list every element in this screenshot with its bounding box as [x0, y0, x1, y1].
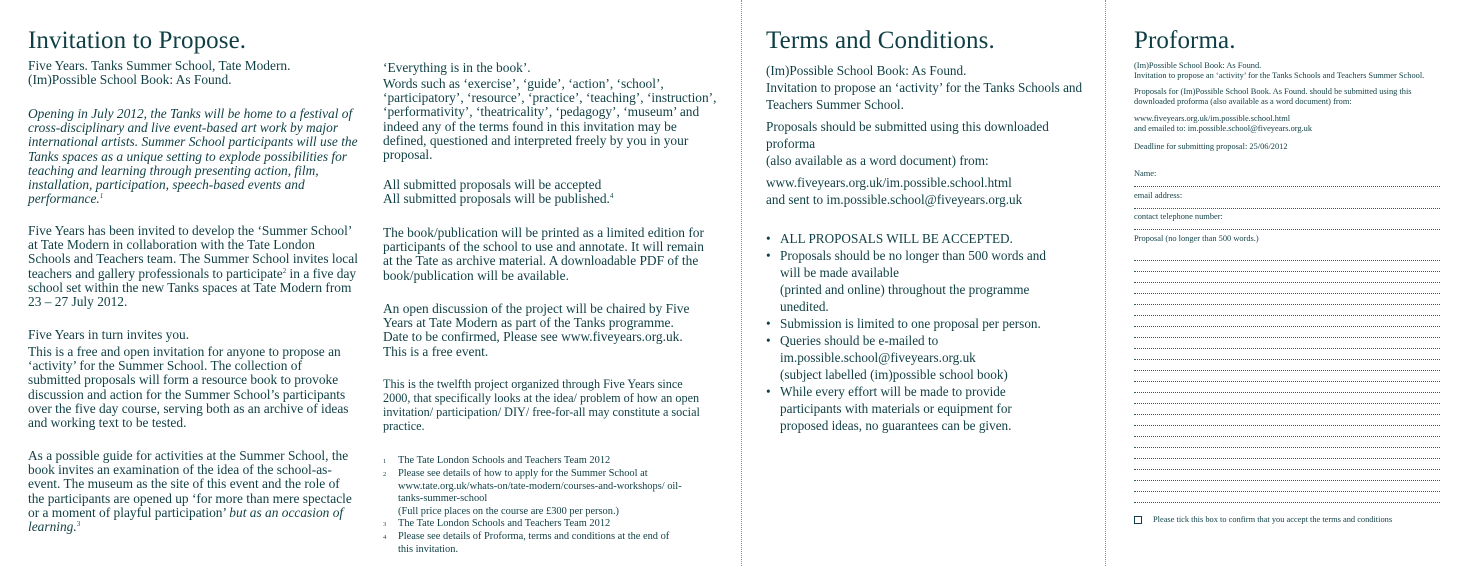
proforma-url-link[interactable]: www.fiveyears.org.uk/im.possible.school.html	[1134, 114, 1291, 123]
terms-email-line: and sent to im.possible.school@fiveyears.org.uk	[766, 192, 1023, 207]
confirm-checkbox[interactable]	[1134, 516, 1142, 524]
phone-label: contact telephone number:	[1134, 212, 1223, 221]
bullet-text: (subject labelled (im)possible school book)	[780, 367, 1008, 382]
bullet-text: (printed and online) throughout the programme unedited.	[780, 282, 1030, 314]
proposal-input-lines[interactable]	[1134, 250, 1440, 503]
intro-paragraph	[28, 107, 358, 206]
discussion-paragraph: An open discussion of the project will be chaired by Five Years at Tate Modern as part of the Tanks programme. Date to be confirmed, Please see www.fiveyears.org.uk. This is a free event.	[383, 301, 690, 359]
phone-input-line[interactable]	[1134, 229, 1440, 230]
book-paragraph: The book/publication will be printed as a limited edition for participants of the school to use and annotate. It will remain at the Tate as archive material. A downloadable PDF of the book/publication will be available.	[383, 225, 704, 283]
proposal-line[interactable]	[1134, 448, 1440, 459]
proposal-line[interactable]	[1134, 327, 1440, 338]
subtitle-line: Five Years. Tanks Summer School, Tate Modern.	[28, 58, 291, 73]
footnote-ref: 2	[282, 266, 287, 275]
invitation-subtitle	[28, 59, 358, 87]
email-label: email address:	[1134, 191, 1183, 200]
footnote-text: Please see details of Proforma, terms and conditions at the end of this invitation.	[398, 531, 670, 555]
proposal-line[interactable]	[1134, 481, 1440, 492]
terms-bullet	[766, 315, 1066, 332]
column-divider	[741, 0, 742, 566]
bullet-email-link[interactable]: im.possible.school@fiveyears.org.uk	[780, 350, 976, 365]
terms-title: Terms and Conditions.	[766, 27, 995, 54]
footnote-text: Please see details of how to apply for the Summer School at www.tate.org.uk/whats-on/tate-modern/courses-and-workshops/ oil-tanks-summer-school	[398, 468, 682, 505]
published-text: All submitted proposals will be published.	[383, 191, 610, 207]
proposal-line[interactable]	[1134, 404, 1440, 415]
footnotes	[383, 455, 693, 556]
email-field[interactable]	[1134, 191, 1440, 209]
intro-text: Opening in July 2012, the Tanks will be home to a festival of cross-disciplinary and live event-based art work by major international artists. Summer School participants will use the Tanks spaces as a unique setting to explode possibilities for teaching and learning through presenting action, film, installation, participation, speech-based events and performance.	[28, 106, 358, 207]
proposal-line[interactable]	[1134, 261, 1440, 272]
collaboration-text-end: in a five day school set within the new Tanks spaces at Tate Modern from 23 – 27 July 2012.	[28, 265, 357, 310]
proposal-line[interactable]	[1134, 316, 1440, 327]
invitation-title: Invitation to Propose.	[28, 27, 247, 54]
footnote-item	[383, 518, 693, 531]
proforma-line: (Im)Possible School Book: As Found.	[1134, 61, 1262, 70]
terms-bullet	[766, 332, 1066, 383]
bullet-text: While every effort will be made to provide participants with materials or equipment for proposed ideas, no guarantees can be given.	[780, 384, 1012, 433]
name-input-line[interactable]	[1134, 186, 1440, 187]
bullet-text: ALL PROPOSALS WILL BE ACCEPTED.	[780, 231, 1013, 246]
terms-line: (Im)Possible School Book: As Found.	[766, 63, 967, 78]
terms-line: (also available as a word document) from:	[766, 153, 989, 168]
terms-intro	[766, 62, 1086, 113]
bullet-text: • Proposals should be no longer than 500 words and will be made available	[780, 248, 1046, 280]
footnote-number: 2	[383, 471, 387, 479]
bullet-text: • Queries should be e-mailed to	[780, 333, 939, 348]
proposal-line[interactable]	[1134, 437, 1440, 448]
guide-text: As a possible guide for activities at the Summer School, the book invites an examination of the idea of the school-as-event. The museum as the site of this event and the role of the participants are opened up ‘for more than mere spectacle or a moment of playful participation’	[28, 448, 352, 520]
proposal-line[interactable]	[1134, 492, 1440, 503]
footnote-ref: 3	[76, 520, 81, 529]
bullet-text: Submission is limited to one proposal per person.	[780, 316, 1041, 331]
footnote-number: 1	[383, 458, 387, 465]
terms-line: Invitation to propose an ‘activity’ for the Tanks Schools and Teachers Summer School.	[766, 80, 1083, 112]
terms-line: Proposals should be submitted using this downloaded proforma	[766, 119, 1049, 151]
terms-bullet	[766, 247, 1066, 315]
proposal-line[interactable]	[1134, 360, 1440, 371]
proposal-line[interactable]	[1134, 382, 1440, 393]
proposal-line[interactable]	[1134, 305, 1440, 316]
proposal-line[interactable]	[1134, 294, 1440, 305]
collaboration-text: Five Years has been invited to develop the ‘Summer School’ at Tate Modern in collaboration with the Tate London Schools and Teachers team. The Summer School invites local teachers and gallery professionals to participate	[28, 223, 358, 281]
footnote-number: 3	[383, 521, 387, 529]
footnote-text: The Tate London Schools and Teachers Team 2012	[398, 455, 611, 466]
collaboration-paragraph	[28, 224, 358, 309]
proposal-line[interactable]	[1134, 459, 1440, 470]
quote-line: ‘Everything is in the book’.	[383, 60, 531, 75]
proposal-label: Proposal (no longer than 500 words.)	[1134, 234, 1259, 243]
invites-you-heading: Five Years in turn invites you.	[28, 327, 190, 342]
proforma-line: Invitation to propose an ‘activity’ for the Tanks Schools and Teachers Summer School.	[1134, 71, 1425, 81]
proforma-contact	[1134, 114, 1454, 135]
proposal-line[interactable]	[1134, 393, 1440, 404]
footnote-ref: 1	[99, 192, 104, 201]
footnote-item	[383, 531, 693, 556]
guide-italic-text: but as an occasion of learning.	[28, 504, 344, 535]
proposal-line[interactable]	[1134, 371, 1440, 382]
footnote-extra: (Full price places on the course are £300 per person.)	[398, 505, 620, 517]
footnote-number: 4	[383, 534, 387, 542]
proposal-line[interactable]	[1134, 349, 1440, 360]
terms-contact	[766, 174, 1086, 208]
proposal-line[interactable]	[1134, 250, 1440, 261]
proforma-intro	[1134, 61, 1454, 82]
accepted-line: All submitted proposals will be accepted	[383, 177, 602, 192]
twelfth-project-paragraph: This is the twelfth project organized through Five Years since 2000, that specifically looks at the idea/ problem of how an open invitation/ participation/ DIY/ free-for-all may constitute a social practice.	[383, 377, 700, 433]
email-input-line[interactable]	[1134, 208, 1440, 209]
footnote-item	[383, 455, 693, 468]
name-field[interactable]	[1134, 169, 1440, 187]
name-label: Name:	[1134, 169, 1157, 178]
open-invitation-paragraph: This is a free and open invitation for anyone to propose an ‘activity’ for the Summer School. The collection of submitted proposals will form a resource book to provoke discussion and action for the Summer School’s participants over the five day course, serving both as an archive of ideas and working text to be tested.	[28, 344, 349, 431]
footnote-ref: 4	[609, 192, 614, 201]
terms-bullet-list	[766, 230, 1066, 434]
terms-submission	[766, 118, 1086, 169]
proposal-line[interactable]	[1134, 415, 1440, 426]
terms-url-link[interactable]: www.fiveyears.org.uk/im.possible.school.html	[766, 175, 1012, 190]
terms-bullet	[766, 230, 1066, 247]
proposal-line[interactable]	[1134, 338, 1440, 349]
phone-field[interactable]	[1134, 212, 1440, 230]
proposal-line[interactable]	[1134, 283, 1440, 294]
confirm-label: Please tick this box to confirm that you accept the terms and conditions	[1153, 515, 1393, 524]
terms-bullet	[766, 383, 1040, 434]
confirm-terms-row[interactable]	[1134, 515, 1392, 524]
words-paragraph: Words such as ‘exercise’, ‘guide’, ‘action’, ‘school’, ‘participatory’, ‘resource’, ‘practice’, ‘teaching’, ‘instruction’, ‘performativity’, ‘theatricality’, ‘pedagogy’, ‘museum’ and indeed any of the terms found in this invitation may be defined, questioned and interpreted freely by you in your proposal.	[383, 76, 717, 163]
footnote-body	[398, 468, 693, 518]
proforma-deadline: Deadline for submitting proposal: 25/06/2012	[1134, 142, 1288, 151]
guide-paragraph	[28, 449, 358, 534]
proforma-submit: Proposals for (Im)Possible School Book. As Found. should be submitted using this downloaded proforma (also available as a word document) from:	[1134, 87, 1412, 107]
proposal-line[interactable]	[1134, 470, 1440, 481]
subtitle-line: (Im)Possible School Book: As Found.	[28, 72, 232, 88]
published-line	[383, 192, 718, 206]
proposal-field[interactable]	[1134, 234, 1440, 503]
proposal-line[interactable]	[1134, 272, 1440, 283]
footnote-item	[383, 468, 693, 518]
footnote-text: The Tate London Schools and Teachers Team 2012	[398, 518, 611, 530]
column-divider	[1105, 0, 1106, 566]
proposal-line[interactable]	[1134, 426, 1440, 437]
proforma-email-line: and emailed to: im.possible.school@fiveyears.org.uk	[1134, 124, 1313, 134]
acceptance-statements	[383, 178, 718, 206]
proforma-title: Proforma.	[1134, 27, 1236, 54]
